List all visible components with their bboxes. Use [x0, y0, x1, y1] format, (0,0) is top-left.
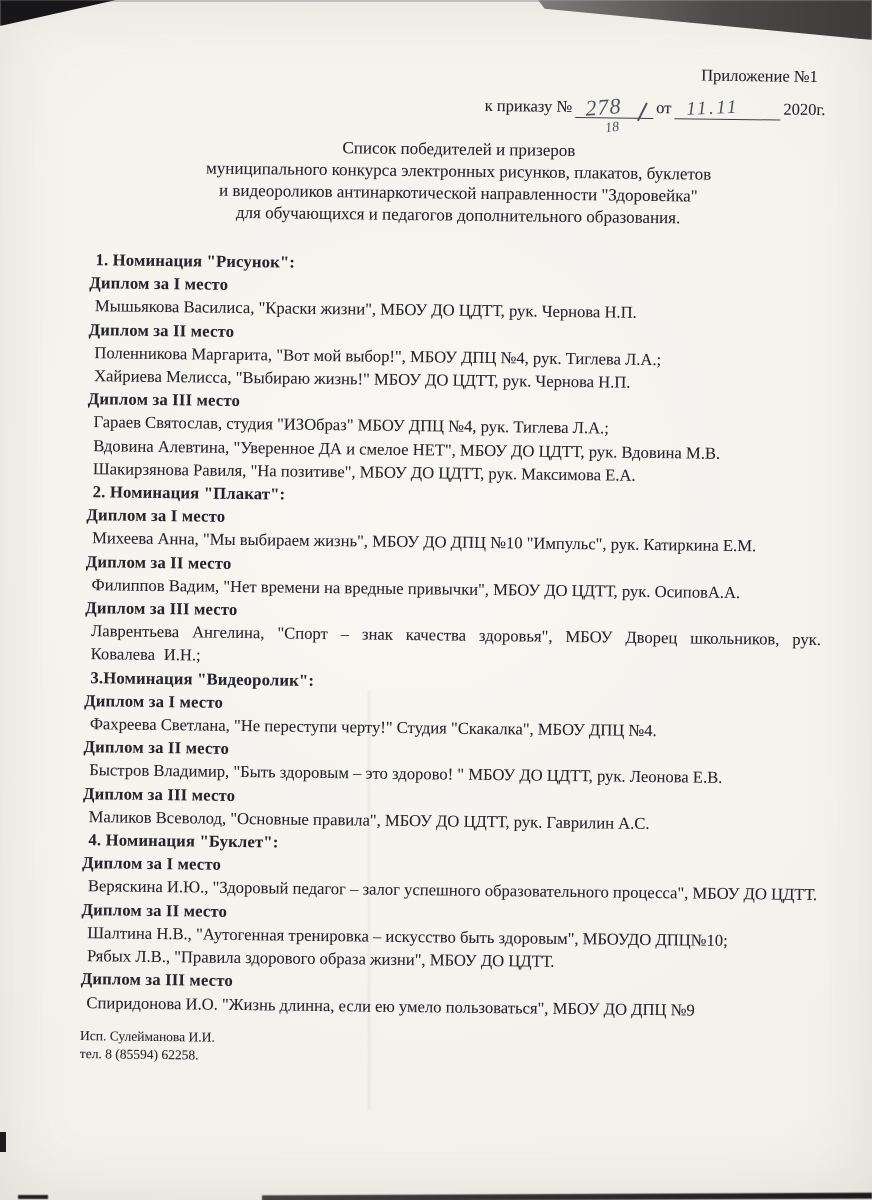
title-line: и видеороликов антинаркотической направленности "Здоровейка" [219, 180, 698, 206]
place-heading: Диплом за I место [82, 853, 222, 875]
place-heading: Диплом за II место [88, 319, 235, 341]
winner-entry: Вдовина Алевтина, "Уверенное ДА и смелое НЕТ", МБОУ ДО ЦДТТ, рук. Вдовина М.В. [93, 435, 721, 463]
title-line: муниципального конкурса электронных рисунков, плакатов, буклетов [206, 158, 712, 184]
document-content [80, 57, 828, 1072]
scan-artifact-top-left-corner [0, 0, 116, 26]
executor-phone: тел. 8 (85594) 62258. [79, 1045, 199, 1063]
document-footer [80, 1027, 816, 1072]
scan-artifact-left-edge-mark [0, 1132, 6, 1152]
winner-entry: Шалтина Н.В., "Аутогенная тренировка – искусство быть здоровым", МБОУДО ДПЦ№10; [87, 923, 728, 950]
scan-artifact-bottom-left-mark [18, 1195, 48, 1199]
document-title [90, 134, 827, 231]
place-heading: Диплом за III место [80, 969, 234, 991]
title-line: для обучающихся и педагогов дополнительного образования. [235, 202, 681, 228]
appendix-label: Приложение №1 [701, 65, 818, 86]
winner-entry: Гараев Святослав, студия "ИЗОбраз" МБОУ ДПЦ №4, рук. Тиглева Л.А.; [93, 412, 610, 438]
title-line: Список победителей и призеров [342, 138, 576, 161]
place-heading: Диплом за II место [85, 551, 232, 573]
place-heading: Диплом за I место [89, 273, 229, 294]
place-heading: Диплом за I место [86, 505, 226, 527]
winner-entry: Мышьякова Василиса, "Краски жизни", МБОУ ДО ЦДТТ, рук. Чернова Н.П. [94, 296, 637, 323]
place-heading: Диплом за II место [81, 899, 228, 921]
place-heading: Диплом за II место [83, 737, 230, 759]
order-year-label: 2020г. [783, 99, 826, 120]
winner-entry: Маликов Всеволод, "Основные правила", МБОУ ДО ЦДТТ, рук. Гаврилин А.С. [88, 807, 650, 833]
handwritten-order-number: 278 [584, 93, 623, 121]
order-number-blank [575, 93, 653, 137]
handwritten-order-number-sub: 18 [603, 119, 620, 137]
section-heading: 4. Номинация "Буклет": [88, 830, 279, 852]
winner-entry: Поленникова Маргарита, "Вот мой выбор!", МБОУ ДПЦ №4, рук. Тиглева Л.А.; [94, 342, 662, 369]
section-heading: 3.Номинация "Видеоролик": [90, 667, 315, 690]
handwritten-order-date: 11.11 [685, 96, 740, 120]
winner-entry: Лаврентьева Ангелина, "Спорт – знак качества здоровья", МБОУ Дворец школьников, рук. Ковалева И.Н.; [90, 621, 822, 665]
place-heading: Диплом за I место [84, 690, 224, 712]
winner-entry: Веряскина И.Ю., "Здоровый педагог – залог успешного образовательного процесса", МБОУ ДО ЦДТТ. [87, 876, 818, 905]
place-heading: Диплом за III место [87, 389, 241, 411]
scan-artifact-top-right-band [538, 0, 872, 40]
scan-artifact-bottom-edge [262, 1193, 872, 1200]
executor-name: Исп. Сулейманова И.И. [79, 1027, 215, 1045]
section-heading: 2. Номинация "Плакат": [92, 482, 286, 504]
winner-entry: Спиридонова И.О. "Жизнь длинна, если ею умело пользоваться", МБОУ ДО ДПЦ №9 [86, 992, 695, 1020]
place-heading: Диплом за III место [82, 783, 236, 805]
order-line [91, 85, 827, 137]
handwritten-slash-stroke [637, 102, 648, 121]
winner-entry: Михеева Анна, "Мы выбираем жизнь", МБОУ ДО ДПЦ №10 "Импульс", рук. Катиркина Е.М. [92, 528, 757, 556]
winner-entry: Рябых Л.В., "Правила здорового образа жизни", МБОУ ДО ЦДТТ. [86, 946, 555, 971]
winner-entry: Фахреева Светлана, "Не переступи черту!" Студия "Скакалка", МБОУ ДПЦ №4. [89, 714, 657, 741]
order-prefix-label: к приказу № [484, 95, 573, 116]
winner-entry: Шакирзянова Равиля, "На позитиве", МБОУ ДО ЦДТТ, рук. Максимова Е.А. [92, 458, 636, 485]
section-heading: 1. Номинация "Рисунок": [95, 250, 296, 272]
winner-entry: Быстров Владимир, "Быть здоровым – это здорово! " МБОУ ДО ЦДТТ, рук. Леонова Е.В. [89, 760, 723, 788]
place-heading: Диплом за III место [85, 598, 238, 619]
winner-entry: Филиппов Вадим, "Нет времени на вредные привычки", МБОУ ДО ЦДТТ, рук. ОсиповА.А. [91, 574, 741, 602]
document-body [80, 248, 825, 1023]
order-date-blank [674, 96, 780, 120]
order-from-label: от [656, 98, 672, 118]
winner-entry: Хайриева Мелисса, "Выбираю жизнь!" МБОУ ДО ЦДТТ, рук. Чернова Н.П. [94, 366, 631, 392]
